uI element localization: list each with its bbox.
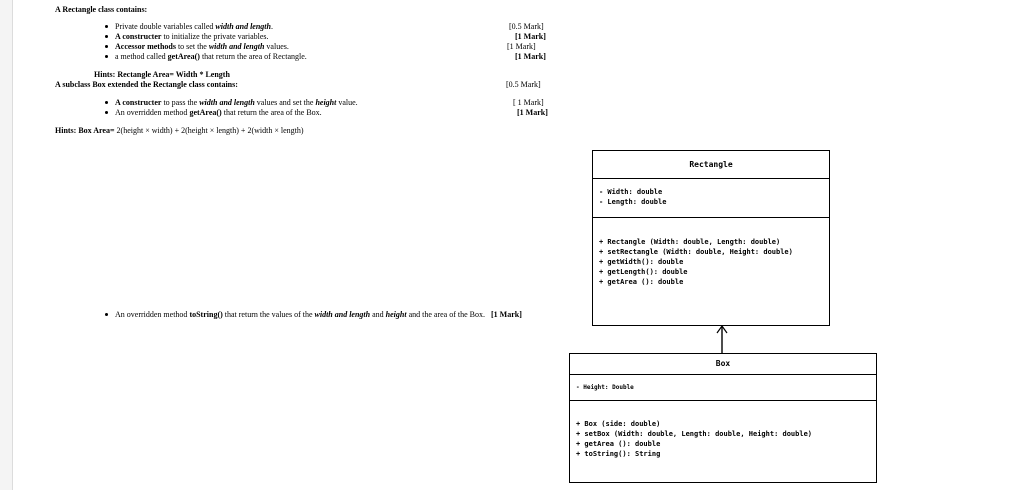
uml-rectangle-title: Rectangle (689, 160, 733, 169)
uml-rectangle-method: + setRectangle (Width: double, Height: double) (599, 248, 793, 256)
box-heading: A subclass Box extended the Rectangle class contains: (55, 80, 238, 89)
uml-rectangle-class (592, 150, 830, 326)
rect-item-4: a method called getArea() that return the area of Rectangle. (115, 52, 307, 61)
uml-box-attributes (570, 374, 876, 400)
box-item-1-mark: [ 1 Mark] (513, 98, 544, 107)
rect-item-2-mark: [1 Mark] (515, 32, 546, 41)
box-heading-mark: [0.5 Mark] (506, 80, 541, 89)
uml-rectangle-method: + getLength(): double (599, 268, 688, 276)
uml-rectangle-methods (593, 217, 829, 287)
hint-box-area: Hints: Box Area= 2(height × width) + 2(height × length) + 2(width × length) (55, 126, 304, 135)
uml-rectangle-attr: - Length: double (599, 198, 667, 206)
box-item-2-mark: [1 Mark] (517, 108, 548, 117)
uml-rectangle-method: + Rectangle (Width: double, Length: double) (599, 238, 781, 246)
rect-item-1: Private double variables called width and length. (115, 22, 273, 31)
rect-item-3-mark: [1 Mark] (507, 42, 536, 51)
rect-item-2: A constructer to initialize the private variables. (115, 32, 269, 41)
uml-box-method: + setBox (Width: double, Length: double, Height: double) (576, 430, 813, 438)
rect-item-3: Accessor methods to set the width and length values. (115, 42, 289, 51)
rect-item-4-mark: [1 Mark] (515, 52, 546, 61)
page-left-margin (0, 0, 13, 490)
box-item-2: An overridden method getArea() that return the area of the Box. (115, 108, 322, 117)
uml-rectangle-method: + getArea (): double (599, 278, 684, 286)
uml-box-attr: - Height: Double (576, 384, 634, 391)
uml-box-method: + Box (side: double) (576, 420, 661, 428)
rect-item-1-mark: [0.5 Mark] (509, 22, 544, 31)
uml-box-methods (570, 400, 876, 459)
uml-box-method: + toString(): String (576, 450, 661, 458)
uml-rectangle-method: + getWidth(): double (599, 258, 684, 266)
uml-box-title: Box (715, 359, 731, 368)
hint-rectangle-area: Hints: Rectangle Area= Width * Length (94, 70, 230, 79)
box-item-1: A constructer to pass the width and length values and set the height value. (115, 98, 358, 107)
uml-rectangle-attributes (593, 178, 829, 217)
uml-box-method: + getArea (): double (576, 440, 661, 448)
uml-rectangle-attr: - Width: double (599, 188, 663, 196)
box-item-tostring: An overridden method toString() that return the values of the width and length and height and the area of the Box. [1 Mark] (115, 310, 522, 319)
uml-box-class (569, 353, 877, 483)
inheritance-arrow (712, 324, 732, 354)
rectangle-heading: A Rectangle class contains: (55, 5, 148, 14)
